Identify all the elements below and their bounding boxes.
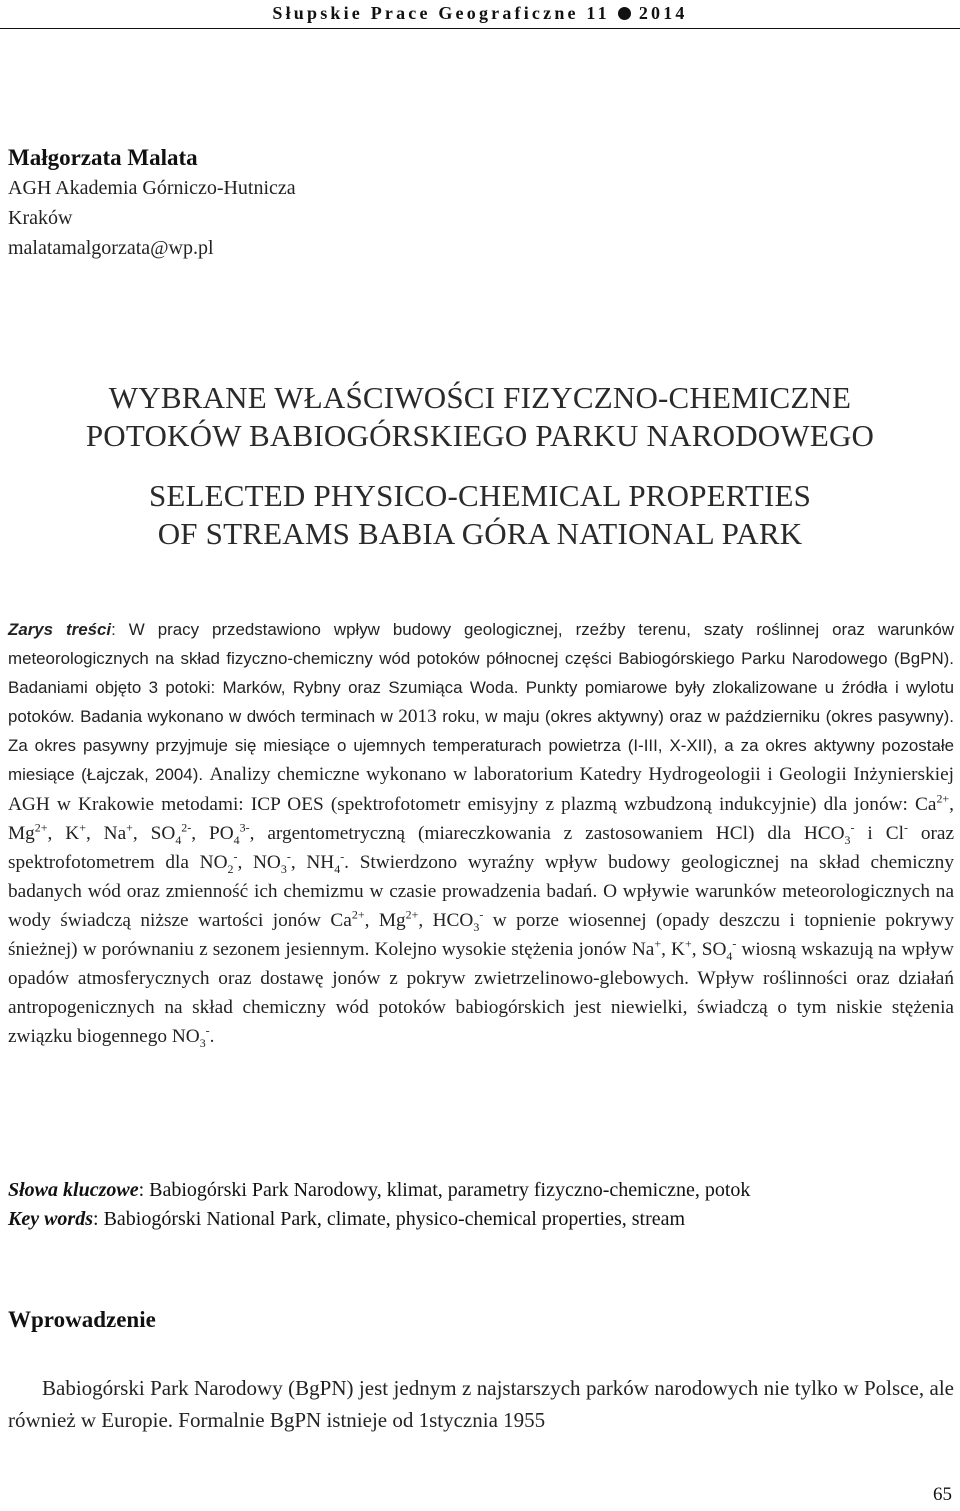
author-block [8, 143, 296, 263]
author-name: Małgorzata Malata [8, 145, 198, 170]
author-affiliation: AGH Akademia Górniczo-Hutnicza [8, 177, 296, 199]
intro-paragraph [8, 1372, 954, 1436]
author-city: Kraków [8, 207, 73, 229]
title-en-line2: OF STREAMS BABIA GÓRA NATIONAL PARK [157, 516, 803, 551]
section-title: Wprowadzenie [8, 1307, 156, 1332]
abstract-label: Zarys treści [8, 620, 112, 639]
bullet-separator-icon [618, 7, 631, 20]
keywords-pl: Słowa kluczowe: Babiogórski Park Narodowy, klimat, parametry fizyczno-chemiczne, potok [8, 1179, 751, 1201]
journal-name: Słupskie Prace Geograficzne 11 [272, 3, 610, 23]
journal-year: 2014 [638, 3, 688, 23]
title-en-line1: SELECTED PHYSICO-CHEMICAL PROPERTIES [148, 478, 812, 513]
author-email: malatamalgorzata@wp.pl [8, 237, 214, 259]
title-pl-line2: POTOKÓW BABIOGÓRSKIEGO PARKU NARODOWEGO [85, 418, 875, 453]
abstract: Zarys treści: W pracy przedstawiono wpływ budowy geologicznej, rzeźby terenu, szaty roślinnej oraz warunków meteorologicznych na skład fizyczno-chemiczny wód potoków północnej części Babiogórskiego Parku Narodowego (BgPN). Badaniami objęto 3 potoki: Marków, Rybny oraz Szumiąca Woda. Punkty pomiarowe były zlokalizowane u źródła i wylotu potoków. Badania wykonano w dwóch terminach w 2013 roku, w maju (okres aktywny) oraz w październiku (okres pasywny). Za okres pasywny przyjmuje się miesiące o ujemnych temperaturach powietrza (I-III, X-XII), a za okres aktywny pozostałe miesiące (Łajczak, 2004). Analizy chemiczne wykonano w laboratorium Katedry Hydrogeologii i Geologii Inżynierskiej AGH w Krakowie metodami: ICP OES (spektrofotometr emisyjny z plazmą wzbudzoną indukcyjnie) dla jonów: $Ca^{2+}$, $Mg^{2+}$, K+, Na+, $SO_4^{2-}$, $PO_4^{3-}$, argentometryczną (miareczkowania z zastosowaniem HCl) dla $HCO_3^-$ i Cl- oraz spektrofotometrem dla $NO_2^-$, $NO_3^-$, $NH_4^-$. Stwierdzono wyraźny wpływ budowy geologicznej na skład chemiczny badanych wód oraz zmienność ich chemizmu w czasie prowadzenia badań. O wpływie warunków meteorologicznych na wody świadczą niższe wartości jonów $Ca^{2+}$, $Mg^{2+}$, $HCO_3^-$ w porze wiosennej (opady deszczu i topnienie pokrywy śnieżnej) w porównaniu z sezonem jesiennym. Kolejno wysokie stężenia jonów Na+, K+, $SO_4^-$ wiosną wskazują na wpływ opadów atmosferycznych oraz dostawę jonów z pokryw zwietrzelinowo-glebowych. Wpływ roślinności oraz działań antropogenicznych na skład chemiczny wód potoków babiogórskich jest niewielki, świadczą o tym niskie stężenia związku biogennego $NO_3^-$. [8, 620, 955, 1051]
title-block [0, 379, 960, 553]
abstract-text-2: roku, w maju (okres aktywny) oraz w październiku (okres pasywny). Za okres pasywny przyjmuje się miesiące o ujemnych temperaturach powietrza (I-III, X-XII), a za okres aktywny pozostałe miesiące (Łajczak, 2004). [8, 707, 954, 785]
keywords-block [8, 1176, 954, 1234]
running-header [0, 0, 960, 29]
title-pl-line1: WYBRANE WŁAŚCIWOŚCI FIZYCZNO-CHEMICZNE [108, 380, 852, 415]
page-number: 65 [933, 1484, 952, 1505]
abstract-methods-text: Analizy chemiczne wykonano w laboratorium Katedry Hydrogeologii i Geologii Inżynierskiej AGH w Krakowie metodami: ICP OES (spektrofotometr emisyjny z plazmą wzbudzoną indukcyjnie) dla jonów: $Ca^{2+}$, $Mg^{2+}$, K+, Na+, $SO_4^{2-}$, $PO_4^{3-}$, argentometryczną (miareczkowania z zastosowaniem HCl) dla $HCO_3^-$ i Cl- oraz spektrofotometrem dla $NO_2^-$, $NO_3^-$, $NH_4^-$. Stwierdzono wyraźny wpływ budowy geologicznej na skład chemiczny badanych wód oraz zmienność ich chemizmu w czasie prowadzenia badań. O wpływie warunków meteorologicznych na wody świadczą niższe wartości jonów $Ca^{2+}$, $Mg^{2+}$, $HCO_3^-$ w porze wiosennej (opady deszczu i topnienie pokrywy śnieżnej) w porównaniu z sezonem jesiennym. Kolejno wysokie stężenia jonów Na+, K+, $SO_4^-$ wiosną wskazują na wpływ opadów atmosferycznych oraz dostawę jonów z pokryw zwietrzelinowo-glebowych. Wpływ roślinności oraz działań antropogenicznych na skład chemiczny wód potoków babiogórskich jest niewielki, świadczą o tym niskie stężenia związku biogennego $NO_3^-$. [8, 764, 955, 1051]
abstract-text-1: W pracy przedstawiono wpływ budowy geologicznej, rzeźby terenu, szaty roślinnej oraz warunków meteorologicznych na skład fizyczno-chemiczny wód potoków północnej części Babiogórskiego Parku Narodowego (BgPN). Badaniami objęto 3 potoki: Marków, Rybny oraz Szumiąca Woda. Punkty pomiarowe były zlokalizowane u źródła i wylotu potoków. Badania wykonano w dwóch terminach w [8, 620, 955, 727]
keywords-en: Key words: Babiogórski National Park, climate, physico-chemical properties, stream [8, 1208, 686, 1230]
intro-text: Babiogórski Park Narodowy (BgPN) jest jednym z najstarszych parków narodowych nie tylko w Polsce, ale również w Europie. Formalnie BgPN istnieje od 1stycznia 1955 [8, 1376, 954, 1432]
